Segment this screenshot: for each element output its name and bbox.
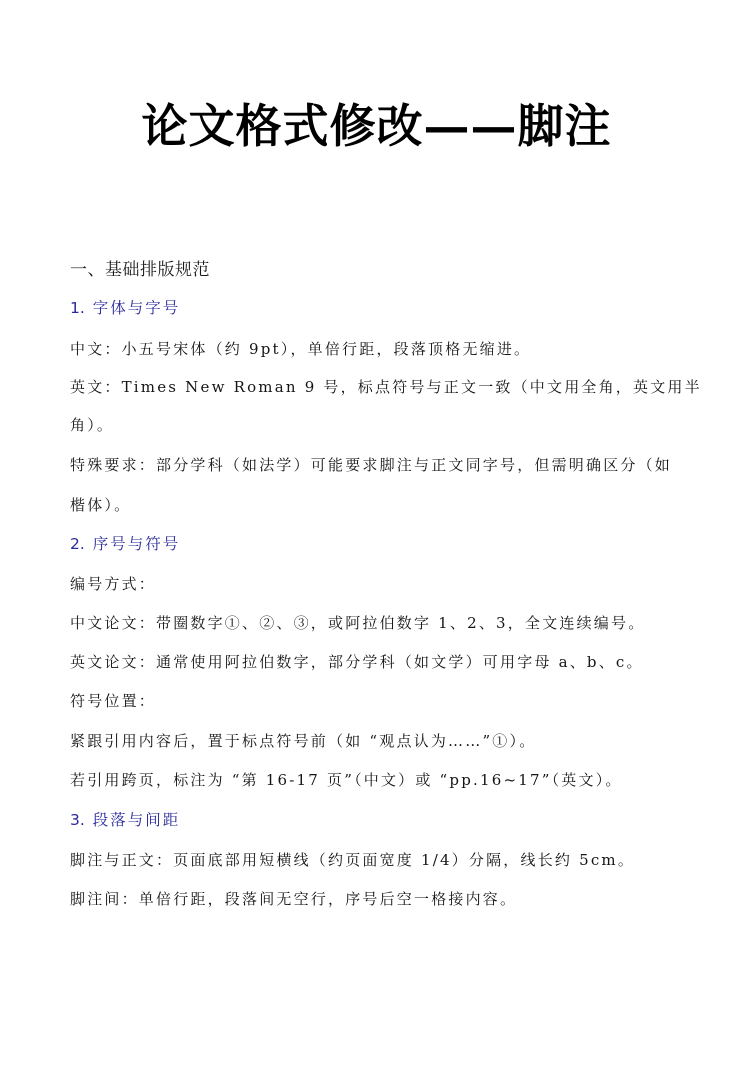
document-title: 论文格式修改——脚注 [141,99,612,153]
body-line: 角）。 [70,416,115,434]
body-line: 紧跟引用内容后，置于标点符号前（如 “观点认为……”①）。 [70,732,537,750]
subsection-title: 序号与符号 [92,535,181,553]
subsection-title: 字体与字号 [92,299,181,317]
body-line: 若引用跨页，标注为 “第 16-17 页”（中文）或 “pp.16~17”（英文）。 [70,771,623,789]
subsection-number: 3. [70,811,85,829]
body-line: 脚注与正文：页面底部用短横线（约页面宽度 1/4）分隔，线长约 5cm。 [70,851,636,869]
subsection-number: 2. [70,535,85,553]
body-line: 中文论文：带圈数字①、②、③，或阿拉伯数字 1、2、3，全文连续编号。 [70,614,646,632]
body-line: 脚注间：单倍行距，段落间无空行，序号后空一格接内容。 [70,890,518,908]
subsection-heading-3 [70,809,700,831]
body-line: 中文：小五号宋体（约 9pt），单倍行距，段落顶格无缩进。 [70,340,532,358]
body-line: 楷体）。 [70,496,132,514]
body-line: 特殊要求：部分学科（如法学）可能要求脚注与正文同字号，但需明确区分（如 [70,456,673,474]
body-line: 英文论文：通常使用阿拉伯数字，部分学科（如文学）可用字母 a、b、c。 [70,653,644,671]
section-heading: 一、基础排版规范 [70,260,210,280]
subsection-number: 1. [70,299,85,317]
body-line: 符号位置： [70,692,157,710]
body-line: 英文：Times New Roman 9 号，标点符号与正文一致（中文用全角，英文用半 [70,378,702,396]
subsection-heading-2 [70,533,700,555]
subsection-title: 段落与间距 [92,811,181,829]
subsection-heading-1 [70,297,700,319]
body-line: 编号方式： [70,575,157,593]
